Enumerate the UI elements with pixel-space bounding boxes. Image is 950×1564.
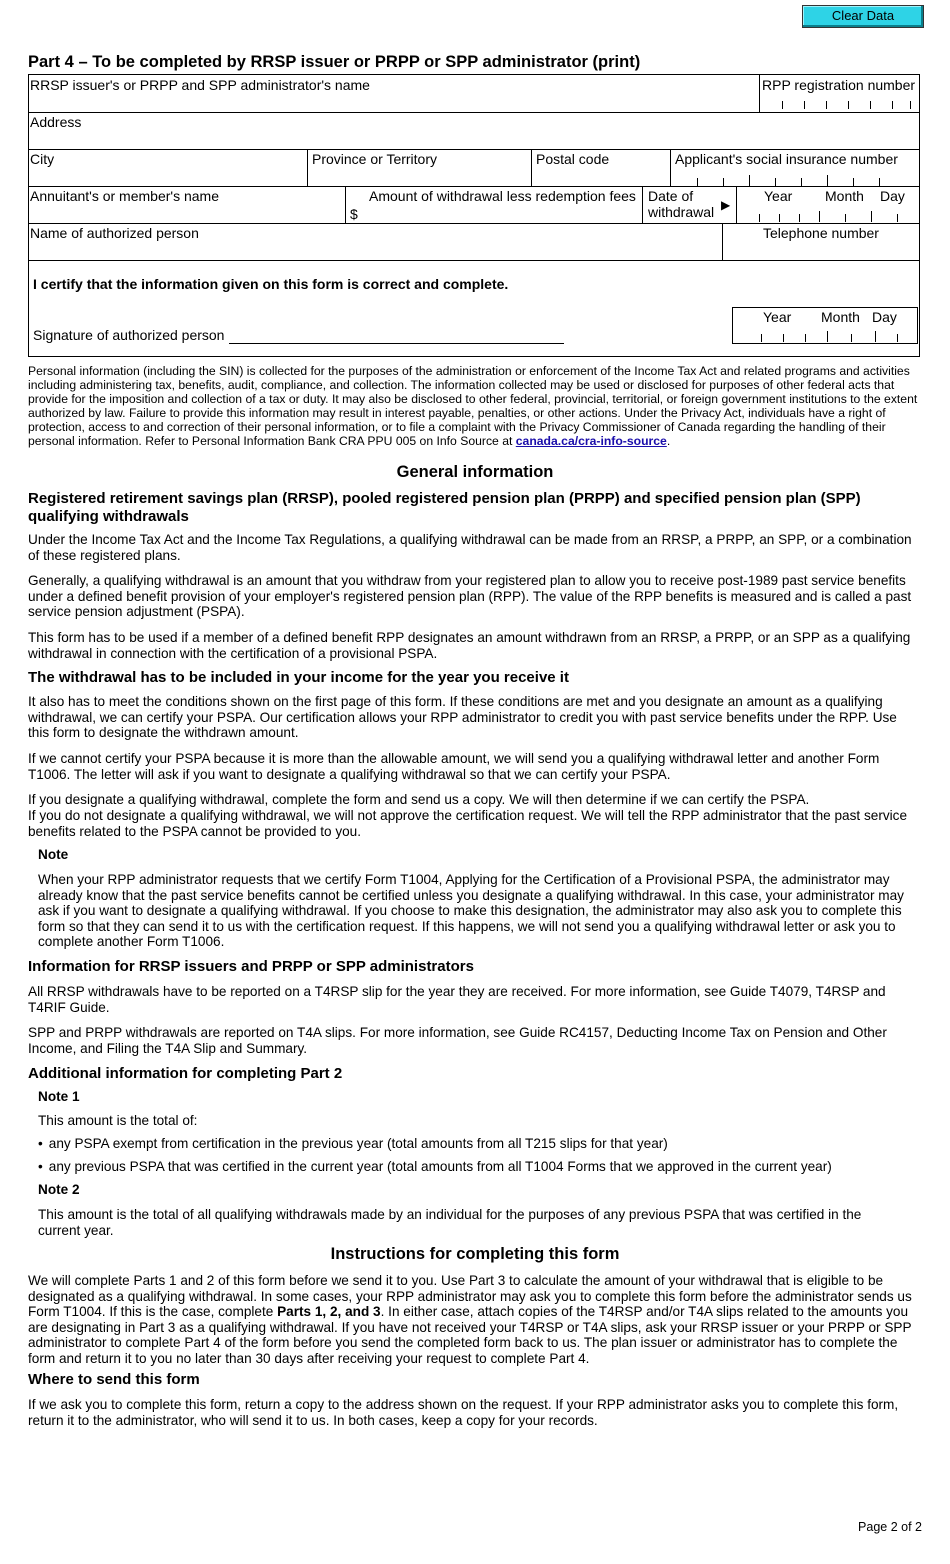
issuers-paragraph-2: SPP and PRPP withdrawals are reported on T4A slips. For more information, see Guide RC4157, Deducting Income Tax on Pension and Other Income, and Filing the T4A Slip and Summary. <box>28 1025 887 1056</box>
general-information-heading: General information <box>396 463 554 481</box>
issuers-info-heading: Information for RRSP issuers and PRPP or SPP administrators <box>28 958 474 975</box>
sin-field[interactable] <box>675 178 915 186</box>
withdrawal-year-label: Year <box>764 188 793 204</box>
postal-code-label: Postal code <box>536 151 610 167</box>
address-label: Address <box>30 114 82 130</box>
instructions-paragraph: We will complete Parts 1 and 2 of this form before we send it to you. Use Part 3 to calculate the amount of your withdrawal that is eligible to be designated as a qualifying withdrawal. In some cases, your RPP administrator may ask you to complete this form before the administrator sends us Form T1004. If this is the case, complete Parts 1, 2, and 3. In either case, attach copies of the T4RSP and/or T4A slips related to the amounts you are designating in Part 3 as a qualifying withdrawal. If you have not received your T4RSP or T4A slips, ask your RRSP issuer or your PRPP or SPP administrator to complete Part 4 of the form before you send the completed form back to us. The plan issuer or administrator has to complete the form and return it to you no later than 30 days after receiving your request to complete Part 4. <box>28 1273 912 1366</box>
part2-additional-info-heading: Additional information for completing Part 2 <box>28 1065 343 1082</box>
date-of-label: Date of <box>648 188 694 204</box>
note-2-text: This amount is the total of all qualifying withdrawals made by an individual for the purposes of any previous PSPA that was certified in the current year. <box>38 1207 862 1238</box>
note-1-bullet-1: • any PSPA exempt from certification in the previous year (total amounts from all T215 slips for that year) <box>38 1136 668 1152</box>
page-number: Page 2 of 2 <box>858 1520 922 1534</box>
qualifying-withdrawals-heading: Registered retirement savings plan (RRSP), pooled registered pension plan (PRPP) and specified pension plan (SPP) qualifying withdrawals <box>28 490 861 525</box>
info-source-link[interactable]: canada.ca/cra-info-source <box>515 434 667 448</box>
province-label: Province or Territory <box>312 151 438 167</box>
income-paragraph-3a: If you designate a qualifying withdrawal, complete the form and send us a copy. We will then determine if we can certify the PSPA. <box>28 792 810 807</box>
withdrawal-date-field[interactable] <box>739 214 917 222</box>
general-paragraph-1: Under the Income Tax Act and the Income Tax Regulations, a qualifying withdrawal can be made from an RRSP, a PRPP, an SPP, or a combination of these registered plans. <box>28 532 912 563</box>
note-text: When your RPP administrator requests that we certify Form T1004, Applying for the Certification of a Provisional PSPA, the administrator may already know that the past service benefits cannot be certified unless you designate a qualifying withdrawal. In this case, your administrator may ask if you want to designate a qualifying withdrawal. If you choose to make this designation, the administrator may also ask you to complete this form so that they can send it to us with the certification request. If this happens, we will not send you a qualifying withdrawal letter or ask you to complete another Form T1006. <box>38 872 904 950</box>
signature-day-label: Day <box>872 309 897 325</box>
withdrawal-month-label: Month <box>825 188 864 204</box>
signature-date-box[interactable] <box>732 307 918 344</box>
clear-data-button[interactable]: Clear Data <box>802 5 924 28</box>
privacy-notice: Personal information (including the SIN) is collected for the purposes of the administration or enforcement of the Income Tax Act and related programs and activities including administering tax, benefits, audit, compliance, and collection. The information collected may be used or disclosed for purposes of other federal acts that provide for the imposition and collection of a tax or duty. It may also be disclosed to other federal, provincial, territorial, or foreign government institutions to the extent authorized by law. Failure to provide this information may result in interest payable, penalties, or other actions. Under the Privacy Act, individuals have a right of protection, access to and correction of their personal information, or to file a complaint with the Privacy Commissioner of Canada regarding the handling of their personal information. Refer to Personal Information Bank CRA PPU 005 on Info Source at canada.ca/cra-info-source. <box>28 364 918 448</box>
income-inclusion-heading: The withdrawal has to be included in your income for the year you receive it <box>28 669 569 686</box>
note-1-label: Note 1 <box>38 1089 80 1104</box>
note-1-text: This amount is the total of: <box>38 1113 198 1128</box>
rpp-registration-field[interactable] <box>764 101 914 109</box>
withdrawal-day-label: Day <box>880 188 905 204</box>
signature-month-label: Month <box>821 309 860 325</box>
note-2-label: Note 2 <box>38 1182 80 1197</box>
note-1-bullet-2: • any previous PSPA that was certified in the current year (total amounts from all T1004 Forms that we approved in the current year) <box>38 1159 832 1175</box>
income-paragraph-3b: If you do not designate a qualifying withdrawal, we will not approve the certification request. We will tell the RPP administrator that the past service benefits related to the PSPA cannot be provided to you. <box>28 808 908 839</box>
withdrawal-label: withdrawal <box>648 204 715 220</box>
authorized-person-label: Name of authorized person <box>30 225 199 241</box>
general-paragraph-2: Generally, a qualifying withdrawal is an amount that you withdraw from your registered plan to allow you to receive post-1989 past service benefits under a defined benefit provision of your employer's registered pension plan (RPP). The value of the RPP benefits is measured and is called a past service pension adjustment (PSPA). <box>28 573 912 620</box>
amount-label: Amount of withdrawal less redemption fees <box>369 188 636 204</box>
general-paragraph-3: This form has to be used if a member of a defined benefit RPP designates an amount withdrawn from an RRSP, a PRPP, or an SPP as a qualifying withdrawal in connection with the certification of a provisional PSPA. <box>28 630 911 661</box>
city-label: City <box>30 151 55 167</box>
signature-label: Signature of authorized person <box>33 327 225 343</box>
telephone-label: Telephone number <box>763 225 879 241</box>
certification-statement: I certify that the information given on this form is correct and complete. <box>33 276 509 292</box>
where-to-send-heading: Where to send this form <box>28 1371 200 1388</box>
part4-title: Part 4 – To be completed by RRSP issuer or PRPP or SPP administrator (print) <box>28 53 641 71</box>
sin-label: Applicant's social insurance number <box>675 151 898 167</box>
income-paragraph-1: It also has to meet the conditions shown on the first page of this form. If these conditions are met and you designate an amount as a qualifying withdrawal, we can certify your PSPA. Our certification allows your RPP administrator to credit you with past service benefits under the RPP. Use this form to designate the withdrawn amount. <box>28 694 897 741</box>
annuitant-name-label: Annuitant's or member's name <box>30 188 219 204</box>
arrow-right-icon: ▶ <box>721 198 731 212</box>
signature-line[interactable] <box>229 343 564 344</box>
rpp-registration-label: RPP registration number <box>762 77 916 93</box>
part4-form <box>28 74 920 357</box>
issuers-paragraph-1: All RRSP withdrawals have to be reported on a T4RSP slip for the year they are received. For more information, see Guide T4079, T4RSP and T4RIF Guide. <box>28 984 886 1015</box>
instructions-heading: Instructions for completing this form <box>330 1245 620 1263</box>
note-label: Note <box>38 847 69 862</box>
dollar-sign: $ <box>350 206 358 222</box>
issuer-name-label: RRSP issuer's or PRPP and SPP administrator's name <box>30 77 370 93</box>
where-to-send-paragraph: If we ask you to complete this form, return a copy to the address shown on the request. If your RPP administrator asks you to complete this form, return it to the administrator, who will send it to us. In both cases, keep a copy for your records. <box>28 1397 899 1428</box>
income-paragraph-2: If we cannot certify your PSPA because it is more than the allowable amount, we will send you a qualifying withdrawal letter and another Form T1006. The letter will ask if you want to designate a qualifying withdrawal so that we can certify your PSPA. <box>28 751 880 782</box>
signature-year-label: Year <box>763 309 792 325</box>
